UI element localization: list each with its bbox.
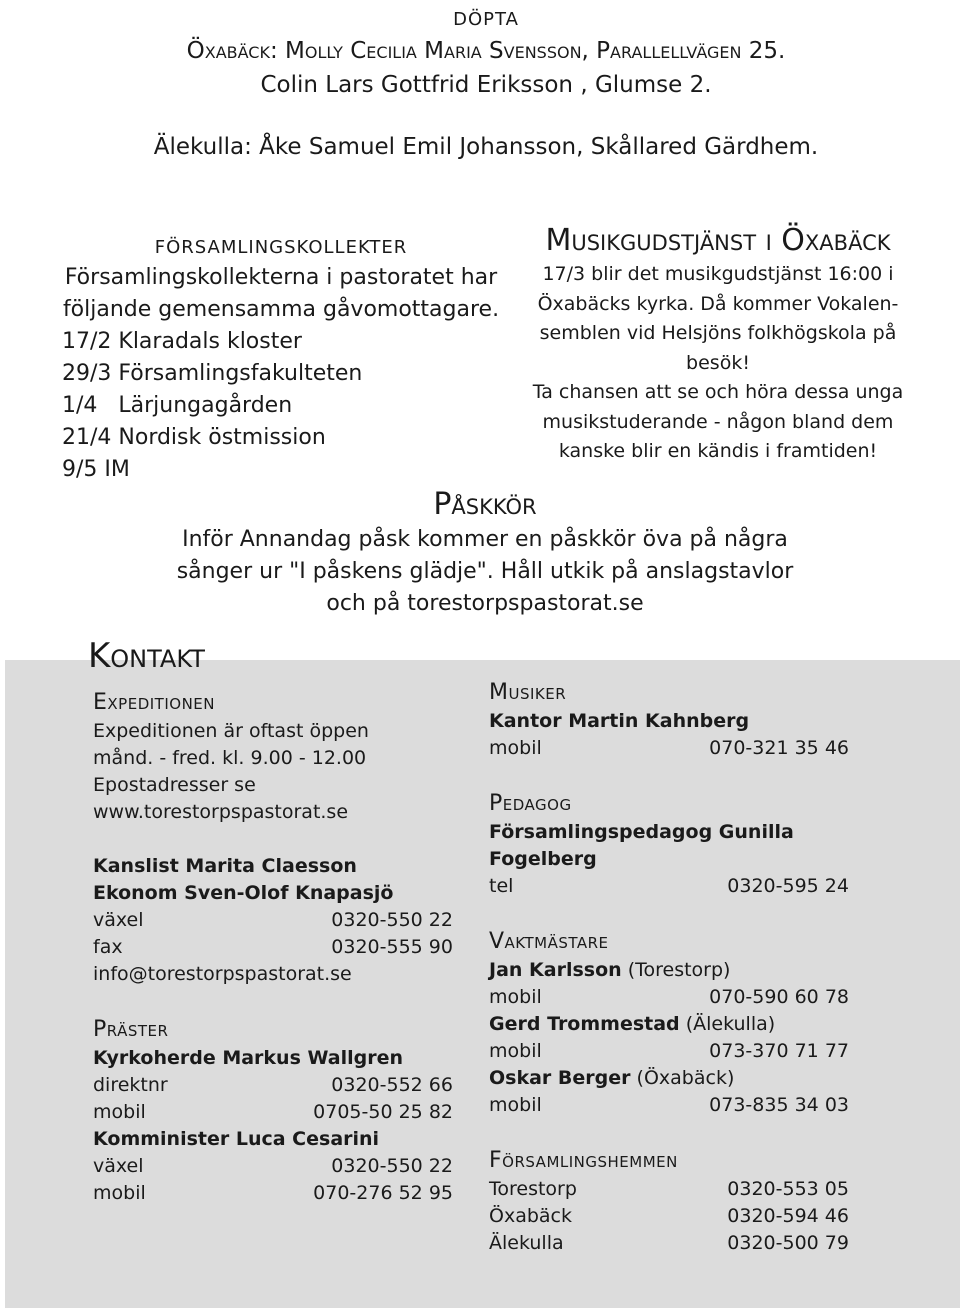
- phone-number[interactable]: 0320-550 22: [331, 909, 453, 931]
- phone-number[interactable]: 0705-50 25 82: [313, 1101, 453, 1123]
- contact-row: fax 0320-555 90: [93, 934, 453, 961]
- contact-row: Torestorp 0320-553 05: [489, 1176, 849, 1203]
- email-link[interactable]: info@torestorpspastorat.se: [93, 963, 352, 985]
- vaktmastare-heading: Vaktmästare: [489, 929, 609, 954]
- kantor-name: Kantor Martin Kahnberg: [489, 710, 750, 732]
- paskkor-heading: Påskkör: [433, 487, 537, 522]
- dopta-line-3: Älekulla: Åke Samuel Emil Johansson, Skållared Gärdhem.: [153, 134, 819, 160]
- phone-number[interactable]: 070-321 35 46: [709, 737, 849, 759]
- contact-row: mobil 070-590 60 78: [489, 984, 849, 1011]
- musiker-heading: Musiker: [489, 680, 567, 705]
- kollekter-heading: församlingskollekter: [154, 230, 408, 260]
- musikgudstjanst-section: [512, 222, 924, 467]
- contact-row: växel 0320-550 22: [93, 1153, 453, 1180]
- pedagog-heading: Pedagog: [489, 791, 572, 816]
- contact-row: mobil 073-835 34 03: [489, 1092, 849, 1119]
- dopta-section: [0, 0, 960, 164]
- paskkor-line: sånger ur "I påskens glädje". Håll utkik på anslagstavlor: [176, 559, 794, 584]
- phone-number[interactable]: 0320-550 22: [331, 1155, 453, 1177]
- paskkor-line: och på torestorpspastorat.se: [326, 591, 644, 616]
- paskkor-section: [170, 486, 800, 620]
- contact-row: direktnr 0320-552 66: [93, 1072, 453, 1099]
- kyrkoherde-name: Kyrkoherde Markus Wallgren: [93, 1047, 404, 1069]
- contact-row: mobil 070-276 52 95: [93, 1180, 453, 1207]
- phone-number[interactable]: 0320-595 24: [727, 875, 849, 897]
- contact-row: tel 0320-595 24: [489, 873, 849, 900]
- kontakt-left-column: [93, 688, 453, 1207]
- kollekt-item: 9/5 IM: [62, 457, 130, 482]
- contact-row: Älekulla 0320-500 79: [489, 1230, 849, 1257]
- expeditionen-line: Expeditionen är oftast öppen: [93, 720, 369, 742]
- phone-number[interactable]: 073-835 34 03: [709, 1094, 849, 1116]
- contact-row: mobil 070-321 35 46: [489, 735, 849, 762]
- kollekter-section: [50, 228, 512, 486]
- musik-line: musikstuderande - någon bland dem: [542, 410, 894, 433]
- kontakt-right-column: [489, 678, 849, 1257]
- vaktmastare-person: Jan Karlsson (Torestorp): [489, 959, 731, 981]
- hemmen-heading: Församlingshemmen: [489, 1148, 678, 1173]
- contact-row: mobil 073-370 71 77: [489, 1038, 849, 1065]
- musik-heading: Musikgudstjänst i Öxabäck: [545, 223, 891, 258]
- phone-number[interactable]: 070-590 60 78: [709, 986, 849, 1008]
- expeditionen-line: Epostadresser se: [93, 774, 256, 796]
- paskkor-line: Inför Annandag påsk kommer en påskkör öva på några: [182, 527, 788, 552]
- dopta-heading: döpta: [453, 2, 519, 32]
- kontakt-title: Kontakt: [88, 636, 205, 676]
- musik-line: kanske blir en kändis i framtiden!: [558, 440, 878, 462]
- musik-line: 17/3 blir det musikgudstjänst 16:00 i: [542, 263, 894, 285]
- dopta-line-1: Öxabäck: Molly Cecilia Maria Svensson, Parallellvägen 25.: [186, 38, 786, 64]
- kollekter-intro-2: följande gemensamma gåvomottagare.: [62, 297, 500, 322]
- dopta-line-2: Colin Lars Gottfrid Eriksson , Glumse 2.: [260, 72, 712, 98]
- kollekt-item: 17/2 Klaradals kloster: [62, 329, 302, 354]
- kollekt-item: 29/3 Församlingsfakulteten: [62, 361, 363, 386]
- kollekt-item: 1/4 Lärjungagården: [62, 393, 293, 418]
- musik-line: Ta chansen att se och höra dessa unga: [532, 381, 904, 403]
- kollekter-intro-1: Församlingskollekterna i pastoratet har: [64, 265, 498, 290]
- fax-number: 0320-555 90: [331, 936, 453, 958]
- pedagog-name: Församlingspedagog Gunilla Fogelberg: [489, 821, 794, 870]
- website-link[interactable]: www.torestorpspastorat.se: [93, 801, 349, 823]
- kanslist-name: Kanslist Marita Claesson: [93, 855, 357, 877]
- contact-row: växel 0320-550 22: [93, 907, 453, 934]
- phone-number[interactable]: 0320-553 05: [727, 1178, 849, 1200]
- phone-number[interactable]: 070-276 52 95: [313, 1182, 453, 1204]
- phone-number[interactable]: 0320-594 46: [727, 1205, 849, 1227]
- contact-row: mobil 0705-50 25 82: [93, 1099, 453, 1126]
- expeditionen-line: månd. - fred. kl. 9.00 - 12.00: [93, 747, 367, 769]
- phone-number[interactable]: 0320-552 66: [331, 1074, 453, 1096]
- musik-line: besök!: [686, 351, 750, 374]
- praster-heading: Präster: [93, 1017, 169, 1042]
- vaktmastare-person: Oskar Berger (Öxabäck): [489, 1067, 735, 1089]
- phone-number[interactable]: 0320-500 79: [727, 1232, 849, 1254]
- komminister-name: Komminister Luca Cesarini: [93, 1128, 380, 1150]
- contact-row: Öxabäck 0320-594 46: [489, 1203, 849, 1230]
- phone-number[interactable]: 073-370 71 77: [709, 1040, 849, 1062]
- musik-line: semblen vid Helsjöns folkhögskola på: [539, 322, 897, 344]
- musik-line: Öxabäcks kyrka. Då kommer Vokalen-: [537, 292, 899, 315]
- kollekt-item: 21/4 Nordisk östmission: [62, 425, 326, 450]
- vaktmastare-person: Gerd Trommestad (Älekulla): [489, 1013, 776, 1035]
- expeditionen-heading: Expeditionen: [93, 690, 215, 715]
- ekonom-name: Ekonom Sven-Olof Knapasjö: [93, 882, 394, 904]
